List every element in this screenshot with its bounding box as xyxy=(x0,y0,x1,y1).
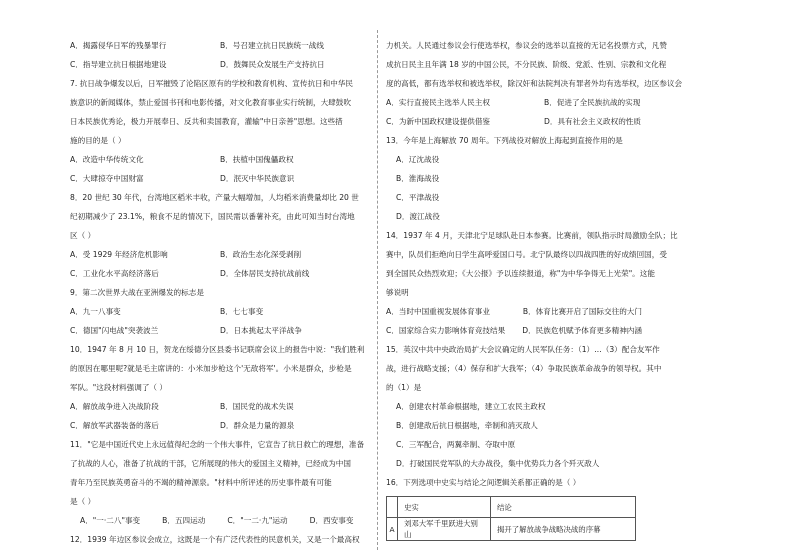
q7-option-b[interactable]: B．扶植中国傀儡政权 xyxy=(220,155,294,164)
left-column xyxy=(70,36,370,549)
q14-stem-line: 够说明 xyxy=(386,288,409,297)
q8-option-a[interactable]: A．受 1929 年经济危机影响 xyxy=(70,250,168,259)
q7-stem-line: 7. 抗日战争爆发以后，日军摧毁了沦陷区原有的学校和教育机构、宣传抗日和中华民 xyxy=(70,79,354,88)
q7-stem-line: 日本民族优秀论，极力开展奉日、反共和卖国教育，灌输"中日亲善"思想。这些措 xyxy=(70,117,343,126)
q6-option-c[interactable]: C．指导建立抗日根据地建设 xyxy=(70,60,167,69)
q6-option-a[interactable]: A．揭露侵华日军的残暴罪行 xyxy=(70,41,167,50)
q12-options-row2 xyxy=(386,112,642,131)
q8-options-row2 xyxy=(70,264,370,283)
q13-option-a[interactable]: A．辽沈战役 xyxy=(396,155,440,164)
q11-stem-line: 青年乃至民族英勇奋斗的不竭的精神源泉。"材料中所评述的历史事件最有可能 xyxy=(70,478,332,487)
table-header-row xyxy=(387,497,636,518)
q10-stem-line: 军队。"这段材料强调了（ ） xyxy=(70,383,168,392)
q12-option-b[interactable]: B．促进了全民族抗战的实现 xyxy=(544,98,641,107)
table-row[interactable] xyxy=(387,518,636,541)
q15-option-d[interactable]: D．打破国民党军队的大办战役，集中优势兵力各个歼灭敌人 xyxy=(396,459,600,468)
q11-option-b[interactable]: B．五四运动 xyxy=(162,516,206,525)
q14-option-d[interactable]: D．民族危机赋予体育更多精神内涵 xyxy=(522,326,642,335)
q13-option-b[interactable]: B．淮海战役 xyxy=(396,174,440,183)
q9-option-c[interactable]: C．德国"闪电战"突袭波兰 xyxy=(70,326,159,335)
q7-options-row1 xyxy=(70,150,370,169)
q14-options-row2 xyxy=(386,321,642,340)
q14-stem-line: 赛中，队员们拒绝向日学生高呼爱国口号。北宁队最终以四战四胜的好成绩回国，受 xyxy=(386,250,667,259)
q14-option-c[interactable]: C．国家综合实力影响体育竞技结果 xyxy=(386,326,506,335)
q10-stem-line: 10．1947 年 8 月 10 日，贺龙在绥德分区县委书记联席会议上的报告中说："我们胜利 xyxy=(70,345,365,354)
q14-stem-line: 到全国民众热烈欢迎；《大公报》予以连续报道，称"为中华争得无上光荣"。这能 xyxy=(386,269,655,278)
q9-option-d[interactable]: D．日本挑起太平洋战争 xyxy=(220,326,302,335)
q12-option-a[interactable]: A．实行直接民主选举人民主权 xyxy=(386,98,490,107)
q13-option-c[interactable]: C．平津战役 xyxy=(396,193,440,202)
q14-option-a[interactable]: A．当时中国重视发展体育事业 xyxy=(386,307,490,316)
q9-options-row2 xyxy=(70,321,370,340)
q12-option-c[interactable]: C．为新中国政权建设提供借鉴 xyxy=(386,117,491,126)
q7-option-d[interactable]: D．泯灭中华民族意识 xyxy=(220,174,295,183)
q6-options-row2 xyxy=(70,55,370,74)
q13-stem-line: 13．今年是上海解放 70 周年。下列战役对解放上海起到直接作用的是 xyxy=(386,136,623,145)
q11-option-d[interactable]: D．西安事变 xyxy=(309,516,354,525)
q11-stem-line: 了抗战的人心，准备了抗战的干部，它所展现的伟大的爱国主义精神，已经成为中国 xyxy=(70,459,351,468)
q12-stem-line: 力机关。人民通过参议会行使选举权，参议会的选举以直接的无记名投票方式，凡赞 xyxy=(386,41,667,50)
q15-stem-line: 战，进行战略支援；（4）保存和扩大我军；（4）争取民族革命战争的领导权。其中 xyxy=(386,364,662,373)
table-header-cell: 结论 xyxy=(491,497,636,518)
q11-option-a[interactable]: A．"一·二八"事变 xyxy=(80,516,141,525)
q10-stem-line: 的原因在哪里呢?就是毛主席讲的：小米加步枪这个'无敌将军'。小米是群众，步枪是 xyxy=(70,364,352,373)
q14-options-row1 xyxy=(386,302,642,321)
q11-option-c[interactable]: C．"一二·九"运动 xyxy=(227,516,288,525)
q16-table xyxy=(386,496,636,541)
q7-stem-line: 族意识的新闻媒体，禁止爱国书刊和电影传播，对文化教育事业实行统制，大肆鼓吹 xyxy=(70,98,351,107)
q8-stem-line: 区（ ） xyxy=(70,231,96,240)
q10-option-b[interactable]: B．国民党的战术失误 xyxy=(220,402,294,411)
column-divider xyxy=(377,30,378,550)
q12-options-row1 xyxy=(386,93,642,112)
q16-stem-line: 16．下列选项中史实与结论之间逻辑关系都正确的是（ ） xyxy=(386,478,581,487)
q15-option-c[interactable]: C．三军配合，两翼牵制、夺取中原 xyxy=(396,440,516,449)
q7-stem-line: 施的目的是（ ） xyxy=(70,136,126,145)
right-column xyxy=(386,36,683,541)
q11-stem-line: 11．"它是中国近代史上永远值得纪念的一个伟大事件，它宣告了抗日救亡的理想，准备 xyxy=(70,440,365,449)
q10-options-row2 xyxy=(70,416,370,435)
q8-options-row1 xyxy=(70,245,370,264)
q6-option-b[interactable]: B．号召建立抗日民族统一战线 xyxy=(220,41,324,50)
q11-options-row xyxy=(70,511,370,530)
q8-stem-line: 8．20 世纪 30 年代，台湾地区稻米丰收，产量大幅增加，人均稻米消费量却比 20 世 xyxy=(70,193,359,202)
q15-stem-line: 15．英汉中共中央政治局扩大会议确定的人民军队任务：（1）…（3）配合友军作 xyxy=(386,345,660,354)
q12-stem-line: 度的高低，都有选举权和被选举权，除汉奸和法院判决有罪者外均有选举权，边区参议会 xyxy=(386,79,683,88)
q9-option-a[interactable]: A．九一八事变 xyxy=(70,307,121,316)
q12-option-d[interactable]: D．具有社会主义政权的性质 xyxy=(544,117,641,126)
q8-option-c[interactable]: C．工业化水平高经济落后 xyxy=(70,269,159,278)
q12-stem-line: 12．1939 年边区参议会成立，这既是一个有广泛代表性的民意机关，又是一个最高权 xyxy=(70,535,360,544)
q10-option-a[interactable]: A．解放战争进入决战阶段 xyxy=(70,402,159,411)
q13-option-d[interactable]: D．渡江战役 xyxy=(396,212,440,221)
q15-stem-line: 的（1）是 xyxy=(386,383,422,392)
q9-options-row1 xyxy=(70,302,370,321)
q11-stem-line: 是（ ） xyxy=(70,497,96,506)
q15-option-a[interactable]: A．创建农村革命根据地，建立工农民主政权 xyxy=(396,402,546,411)
q12-stem-line: 成抗日民主且年满 18 岁的中国公民，不分民族、阶级、党派、性别、宗教和文化程 xyxy=(386,60,667,69)
q7-options-row2 xyxy=(70,169,370,188)
q6-option-d[interactable]: D．鼓舞民众发展生产支持抗日 xyxy=(220,60,325,69)
table-header-cell: 史实 xyxy=(398,497,491,518)
q6-options-row1 xyxy=(70,36,370,55)
q10-option-c[interactable]: C．解放军武器装备的落后 xyxy=(70,421,159,430)
q7-option-c[interactable]: C．大肆掠夺中国财富 xyxy=(70,174,144,183)
q8-option-d[interactable]: D．全体居民支持抗战前线 xyxy=(220,269,310,278)
q7-option-a[interactable]: A．改造中华传统文化 xyxy=(70,155,144,164)
table-cell: A xyxy=(387,518,398,541)
table-header-cell xyxy=(387,497,398,518)
q9-stem-line: 9．第二次世界大战在亚洲爆发的标志是 xyxy=(70,288,204,297)
q8-stem-line: 纪初期减少了 23.1%，粮食不足的情况下，国民需以番薯补充，由此可知当时台湾地 xyxy=(70,212,355,221)
q9-option-b[interactable]: B．七七事变 xyxy=(220,307,264,316)
table-cell: 刘邓大军千里跃进大别山 xyxy=(398,518,491,541)
q14-option-b[interactable]: B．体育比赛开启了国际交往的大门 xyxy=(522,307,642,316)
table-cell: 揭开了解放战争战略决战的序幕 xyxy=(491,518,636,541)
q15-option-b[interactable]: B．创建敌后抗日根据地，牵制和消灭敌人 xyxy=(396,421,538,430)
q14-stem-line: 14．1937 年 4 月，天津北宁足球队赴日本参赛。比赛前，领队指示时局激励全队；比 xyxy=(386,231,678,240)
q10-option-d[interactable]: D．群众是力量的源泉 xyxy=(220,421,295,430)
q8-option-b[interactable]: B．政治生态化深受剥削 xyxy=(220,250,302,259)
q10-options-row1 xyxy=(70,397,370,416)
